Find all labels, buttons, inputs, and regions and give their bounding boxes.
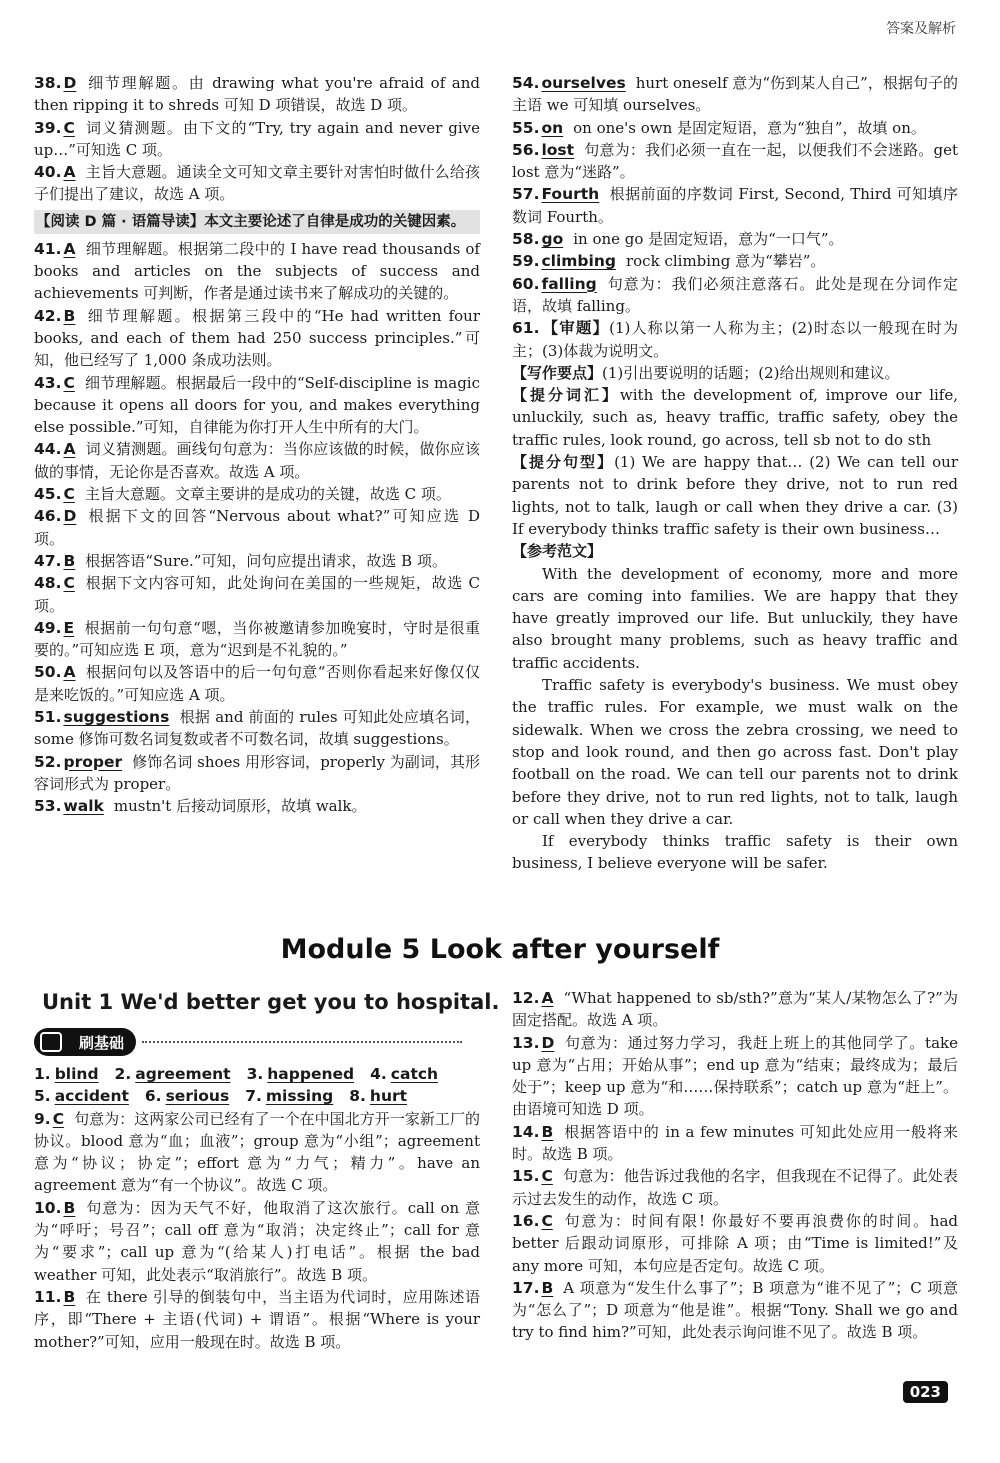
item-explanation: 修饰名词 shoes 用形容词，properly 为副词，其形容词形式为 proper。 (34, 752, 480, 793)
answer-item (34, 305, 480, 372)
item-explanation: 句意为：我们必须注意落石。此处是现在分词作定语，故填 falling。 (512, 274, 958, 315)
essay-paragraph: Traffic safety is everybody's business. We must obey the traffic rules. For example, we must walk on the sidewalk. When we cross the zebra crossing, we need to stop and look round, and then go across fast. Don't play football on the road. We can tell our parents not to drink before they drive, not to run red lights, not to talk, laugh or call when they drive a car. (512, 676, 958, 828)
item-answer: hurt (369, 1087, 408, 1106)
item-answer: proper (63, 752, 123, 771)
item-explanation: hurt oneself 意为“伤到某人自己”，根据句子的主语 we 可知填 ourselves。 (512, 74, 958, 115)
answer-list-3 (512, 72, 958, 362)
item-number: 60. (512, 274, 540, 293)
item-answer: walk (63, 797, 104, 816)
item-answer: suggestions (63, 708, 170, 727)
writing-points-text: (1)引出要说明的话题；(2)给出规则和建议。 (602, 363, 900, 382)
answer-item (34, 572, 480, 617)
item-explanation: 句意为：通过努力学习，我赶上班上的其他同学了。take up 意为“占用；开始从事”；end up 意为“结束；最终成为；最后处于”；keep up 意为“和……保持联系”；catch up 意为“赶上”。由语境可知选 D 项。 (512, 1033, 958, 1119)
item-number: 38. (34, 74, 62, 92)
item-answer: catch (390, 1065, 439, 1083)
blank-answers (34, 1063, 480, 1108)
item-answer: B (63, 306, 76, 325)
item-explanation: 句意为：这两家公司已经有了一个在中国北方开一家新工厂的协议。blood 意为“血；血液”；group 意为“小组”；agreement 意为“协议；协定”；effort 意为“力气；精力”。have an agreement 意为“有一个协议”。故选 C 项。 (34, 1109, 480, 1195)
answer-item (512, 117, 958, 139)
item-number: 15. (512, 1167, 540, 1186)
item-number: 45. (34, 485, 62, 504)
item-answer: C (63, 118, 75, 137)
item-number: 16. (512, 1211, 540, 1230)
item-explanation: 根据下文的回答“Nervous about what?”可知应选 D 项。 (34, 507, 480, 548)
item-number: 61. (512, 319, 540, 338)
writing-points-label: 【写作要点】 (512, 363, 603, 382)
answer-item (512, 250, 958, 272)
item-number: 1. (34, 1065, 51, 1083)
item-explanation: 词义猜测题。画线句句意为：当你应该做的时候，做你应该做的事情，无论你是否喜欢。故选 A 项。 (34, 440, 480, 481)
answer-item (512, 183, 958, 228)
unit-title: Unit 1 We'd better get you to hospital. (42, 990, 500, 1014)
item-number: 40. (34, 163, 62, 182)
item-answer: E (63, 618, 75, 637)
item-explanation: “What happened to sb/sth?”意为“某人/某物怎么了?”为固定搭配。故选 A 项。 (512, 989, 958, 1030)
brush-basics-label: 刷基础 (78, 1033, 124, 1052)
writing-words (512, 384, 958, 451)
item-explanation: 细节理解题。根据最后一段中的“Self-discipline is magic because it opens all doors for you, and makes everything else possible.”可知，自律能为你打开人生中所有的大门。 (34, 373, 480, 437)
item-answer: C (63, 485, 75, 504)
item-explanation: 句意为：他告诉过我他的名字，但我现在不记得了。此处表示过去发生的动作，故选 C 项。 (512, 1167, 958, 1208)
item-number: 43. (34, 373, 62, 392)
item-answer: accident (54, 1087, 129, 1106)
answer-item (512, 1210, 958, 1277)
answer-item (34, 72, 480, 117)
page-number: 023 (903, 1381, 948, 1403)
item-number: 47. (34, 551, 62, 570)
item-explanation: 细节理解题。根据第二段中的 I have read thousands of books and articles on the subjects of success and achievements 可判断，作者是通过读书来了解成功的关键的。 (34, 239, 480, 303)
item-answer: C (63, 373, 75, 392)
bottom-right-column (512, 987, 958, 1344)
item-number: 52. (34, 752, 62, 771)
header-tag: 答案及解析 (886, 21, 956, 37)
item-explanation: 根据前面的序数词 First, Second, Third 可知填序数词 Fourth。 (512, 185, 958, 226)
blank-row (34, 1063, 480, 1085)
brush-icon (40, 1032, 62, 1052)
item-explanation: 句意为：我们必须一直在一起，以便我们不会迷路。get lost 意为“迷路”。 (512, 140, 958, 182)
item-number: 46. (34, 507, 62, 526)
left-column (34, 72, 480, 818)
answer-item (512, 72, 958, 117)
writing-points (512, 362, 958, 384)
item-explanation: 根据答语“Sure.”可知，问句应提出请求，故选 B 项。 (85, 551, 447, 570)
item-number: 2. (114, 1065, 132, 1083)
item-answer: climbing (541, 252, 616, 271)
item-answer: serious (165, 1087, 230, 1106)
module-title: Module 5 Look after yourself (280, 934, 720, 965)
brush-basics-banner (34, 1028, 454, 1056)
item-explanation: A 项意为“发生什么事了”；B 项意为“谁不见了”；C 项意为“怎么了”；D 项意为“他是谁”。根据“Tony. Shall we go and try to find him?”可知，此处表示询问谁不见了。故选 B 项。 (512, 1278, 958, 1342)
answer-item (512, 1277, 958, 1344)
item-explanation: 根据答语中的 in a few minutes 可知此处应用一般将来时。故选 B 项。 (512, 1122, 958, 1164)
essay-paragraph: With the development of economy, more and more cars are coming into families. We are happy that they have greatly improved our life. But unluckily, they have also brought many problems, such as heavy traffic and traffic accidents. (512, 564, 958, 672)
item-answer: C (63, 574, 75, 593)
item-answer: C (541, 1167, 553, 1186)
answer-item (512, 1165, 958, 1210)
item-answer: A (63, 663, 76, 682)
answer-list-5 (512, 987, 958, 1344)
item-number: 56. (512, 140, 540, 159)
answer-item (34, 117, 480, 162)
answer-item (34, 438, 480, 483)
item-answer: blind (54, 1065, 99, 1083)
answer-item (34, 238, 480, 305)
item-answer: agreement (135, 1065, 231, 1083)
item-number: 10. (34, 1198, 62, 1217)
item-number: 48. (34, 574, 62, 593)
item-answer: lost (541, 140, 575, 159)
item-explanation: 主旨大意题。通读全文可知文章主要针对害怕时做什么给孩子们提出了建议，故选 A 项。 (34, 163, 480, 204)
answer-item (34, 1108, 480, 1197)
brush-basics-badge (34, 1028, 136, 1056)
answer-item (34, 751, 480, 796)
item-explanation: (1)人称以第一人称为主；(2)时态以一般现在时为主；(3)体裁为说明文。 (512, 319, 958, 360)
item-number: 9. (34, 1109, 51, 1128)
writing-sentences-text: (1) We are happy that… (2) We can tell our parents not to drink before they drive, not to run red lights, not to talk, laugh or call when they drive a car. (3) If everybody thinks traffic safety is their own business… (512, 453, 958, 538)
writing-words-text: with the development of, improve our life, unluckily, such as, heavy traffic, traffic safety, obey the traffic rules, look round, go across, tell sb not to do sth (512, 386, 958, 449)
item-number: 55. (512, 118, 540, 137)
item-answer: A (541, 989, 554, 1007)
item-explanation: 根据前一句句意“嗯，当你被邀请参加晚宴时，守时是很重要的。”可知应选 E 项，意为“迟到是不礼貌的。” (34, 618, 480, 660)
item-answer: 【审题】 (541, 319, 610, 338)
item-answer: on (541, 118, 564, 137)
item-explanation: rock climbing 意为“攀岩”。 (625, 252, 826, 271)
item-answer: ourselves (541, 74, 626, 92)
item-number: 7. (245, 1087, 262, 1106)
item-answer: A (63, 163, 76, 182)
writing-sentences-label: 【提分句型】 (512, 453, 615, 472)
item-answer: A (63, 440, 76, 459)
answer-item (34, 1197, 480, 1286)
item-explanation: 句意为：时间有限! 你最好不要再浪费你的时间。had better 后跟动词原形，可排除 A 项；由“Time is limited!”及 any more 可知，本句应是否定句。故选 C 项。 (512, 1211, 958, 1275)
answer-item (512, 273, 958, 318)
item-explanation: in one go 是固定短语，意为“一口气”。 (573, 230, 844, 249)
answer-item (34, 617, 480, 662)
item-number: 14. (512, 1122, 540, 1141)
item-number: 41. (34, 239, 62, 258)
item-answer: happened (267, 1065, 355, 1083)
divider (142, 1041, 462, 1043)
item-explanation: 在 there 引导的倒装句中，当主语为代词时，应用陈述语序，即“There + 主语(代词) + 谓语”。根据“Where is your mother?”可知，应用一般现在时。故选 B 项。 (34, 1287, 480, 1351)
item-number: 54. (512, 74, 540, 92)
item-explanation: 根据问句以及答语中的后一句句意“否则你看起来好像仅仅是来吃饭的。”可知应选 A 项。 (34, 663, 480, 704)
item-explanation: 主旨大意题。文章主要讲的是成功的关键，故选 C 项。 (84, 485, 451, 504)
answer-list-2 (34, 238, 480, 818)
item-number: 13. (512, 1033, 540, 1052)
answer-item (34, 795, 480, 817)
item-number: 39. (34, 118, 62, 137)
item-number: 51. (34, 708, 62, 727)
answer-item (34, 372, 480, 439)
item-explanation: 根据 and 前面的 rules 可知此处应填名词，some 修饰可数名词复数或者不可数名词，故填 suggestions。 (34, 708, 480, 749)
item-answer: Fourth (541, 185, 600, 204)
writing-sample-label (512, 540, 958, 562)
item-number: 6. (144, 1087, 162, 1106)
answer-item (34, 505, 480, 550)
item-number: 3. (246, 1065, 264, 1083)
item-number: 4. (370, 1065, 387, 1083)
bottom-left-column (34, 1063, 480, 1353)
writing-sentences (512, 451, 958, 540)
item-number: 17. (512, 1278, 540, 1297)
blank-row (34, 1085, 480, 1107)
item-explanation: 句意为：因为天气不好，他取消了这次旅行。call on 意为“呼吁；号召”；call off 意为“取消；决定终止”；call for 意为“要求”；call up 意为“(给某人)打电话”。根据 the bad weather 可知，此处表示“取消旅行”。故选 B 项。 (34, 1198, 480, 1284)
item-explanation: 根据下文内容可知，此处询问在美国的一些规矩，故选 C 项。 (34, 574, 480, 615)
item-number: 53. (34, 797, 62, 816)
item-explanation: 词义猜测题。由下文的“Try, try again and never give up…”可知选 C 项。 (34, 118, 480, 159)
item-number: 57. (512, 185, 540, 204)
item-answer: missing (265, 1087, 334, 1106)
item-answer: C (541, 1211, 553, 1230)
item-answer: B (63, 1287, 76, 1306)
item-number: 11. (34, 1287, 62, 1306)
item-answer: C (52, 1109, 65, 1128)
item-answer: B (63, 1198, 76, 1217)
item-answer: D (541, 1033, 555, 1052)
item-answer: D (63, 74, 77, 92)
item-number: 42. (34, 306, 62, 325)
sample-label: 【参考范文】 (512, 542, 603, 561)
answer-item (512, 317, 958, 362)
item-explanation: 细节理解题。根据第三段中的“He had written four books, and each of them had 250 success principles.”可知，他已经写了 1,000 条成功法则。 (34, 306, 480, 370)
item-number: 59. (512, 252, 540, 271)
item-answer: D (63, 507, 77, 526)
item-number: 8. (349, 1087, 366, 1106)
item-number: 12. (512, 989, 540, 1007)
answer-item (34, 161, 480, 206)
essay-paragraph: If everybody thinks traffic safety is their own business, I believe everyone will be safer. (512, 832, 958, 873)
item-explanation: 细节理解题。由 drawing what you're afraid of and then ripping it to shreds 可知 D 项错误，故选 D 项。 (34, 74, 480, 115)
writing-words-label: 【提分词汇】 (512, 386, 620, 405)
item-answer: B (541, 1122, 554, 1141)
right-column (512, 72, 958, 875)
item-answer: go (541, 230, 564, 249)
answer-item (34, 483, 480, 505)
item-number: 44. (34, 440, 62, 459)
item-answer: A (63, 239, 76, 258)
answer-item (512, 1032, 958, 1121)
answer-item (512, 139, 958, 184)
answer-item (512, 987, 958, 1032)
answer-list-4 (34, 1108, 480, 1353)
item-explanation: on one's own 是固定短语，意为“独自”，故填 on。 (573, 118, 926, 137)
item-answer: B (63, 551, 76, 570)
item-number: 50. (34, 663, 62, 682)
answer-list-1 (34, 72, 480, 206)
answer-item (512, 1121, 958, 1166)
item-answer: falling (541, 274, 597, 293)
item-number: 49. (34, 618, 62, 637)
item-explanation: mustn't 后接动词原形，故填 walk。 (113, 797, 367, 816)
answer-item (34, 550, 480, 572)
item-number: 58. (512, 230, 540, 249)
section-d-heading: 【阅读 D 篇 · 语篇导读】本文主要论述了自律是成功的关键因素。 (34, 210, 480, 234)
answer-item (512, 228, 958, 250)
answer-item (34, 661, 480, 706)
answer-item (34, 1286, 480, 1353)
item-answer: B (541, 1278, 554, 1297)
item-number: 5. (34, 1087, 51, 1106)
answer-item (34, 706, 480, 751)
